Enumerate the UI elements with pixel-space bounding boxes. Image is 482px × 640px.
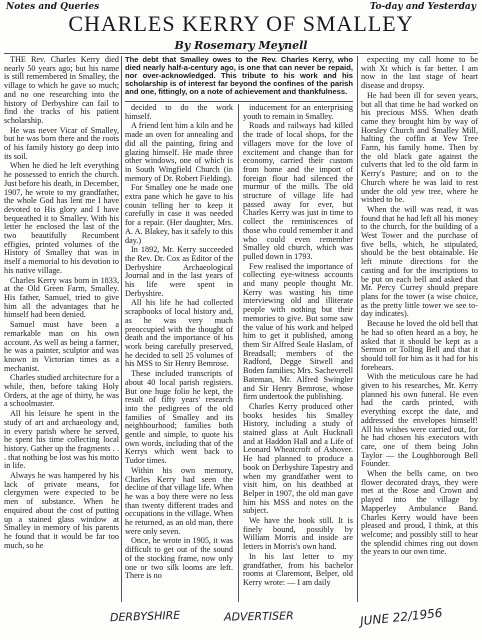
paragraph: Because he loved the old bell that he had so often heard as a boy, he asked that it should be kept as a Sermon or Tolling Bell and that it should toll for him as it had for his forebears. (361, 319, 478, 372)
paragraph: When the bells came, on two flower decorated drays, they were met at the Rose and Crown and played into the village by Mapperley Ambulance Band. Charles Kerry would have been pleased and proud, I think, at this welcome; and possibly still to hear the splendid chimes ring out down the years to our own time. (361, 469, 478, 557)
paragraph: Roads and railways had killed the trade of local shops, for the villagers move for the love of excitement and change than for economy, carried their custom from home and the import of foreign flour had silenced the murmur of the mills. The old structure of village life had passed away for ever, but Charles Kerry was just in time to collect the reminiscences of those who could remember it and who could even remember Smalley old church, which was pulled down in 1793. (243, 121, 353, 261)
paragraph: THE Rev. Charles Kerry died nearly 50 years ago; but his name is still remembered in Smalley, the village to which he gave so much; and no one researching into the history of Derbyshire can fail to find the tracks of his patient scholarship. (4, 56, 119, 125)
paragraph: All his leisure he spent in the study of art and archaeology and, in every parish where he served, he spent his time collecting local history. Gather up the fragments . . . that nothing be lost was his motto in life. (4, 409, 119, 471)
title-rule (4, 53, 478, 54)
paragraph: When the will was read, it was found that he had left all his money to the church, for the building of a West Tower and the purchase of five bells, which, he stipulated, should be the best obtainable. He left minute directions for the casting and for the inscriptions to be put on each bell and asked that Mr. Percy Currey should prepare plans for the tower (a wise choice, as the pretty little tower we see to-day indicates). (361, 204, 478, 319)
paragraph: Charles studied architecture for a while, then, before taking Holy Orders, at the age of thirty, he was a schoolmaster. (4, 373, 119, 409)
column-divider (357, 56, 358, 602)
source-date: JUNE 22/1956 (359, 605, 444, 629)
paragraph: Always he was hampered by his lack of private means, for clergymen were expected to be men of substance. When he enquired about the cost of putting up a stained glass window at Smalley in memory of his parents he found that it would be far too much, so he (4, 471, 119, 550)
intro-rule (125, 101, 353, 102)
paragraph: A friend lent him a kiln and he made an oven for annealing and did all the painting, firing and glazing himself. He made three other windows, one of which is in South Wingfield Church (in memory of Dr. Robert Fielding). (125, 121, 233, 183)
paragraph: expecting my call home to be with Xt which is far better. I am now in the last stage of heart disease and dropsy. (361, 56, 478, 91)
paragraph: In 1892, Mr. Kerry succeeded the Rev. Dr. Cox as Editor of the Derbyshire Archaeological Journal and in the last years of his life were spent in Derbyshire. (125, 245, 233, 298)
paragraph: inducement for an enterprising youth to remain in Smalley. (243, 104, 353, 121)
column-divider (238, 104, 239, 602)
article-column-1 (4, 56, 119, 602)
paragraph: For Smalley one he made one extra pane which he gave to his cousin telling her to keep it carefully in case it was needed for a repair. (Her daughter, Mrs. A. A. Blakey, has it safely to this day.) (125, 183, 233, 245)
article-column-3 (243, 104, 353, 602)
header-section-right: To-day and Yesterday (369, 2, 476, 12)
paragraph: When he died he left everything he possessed to enrich the church. Just before his death, in December, 1907, he wrote to my grandfather, the whole God has lent me I have devoted to His glory and I have bequeathed it to Smalley. With his letter he enclosed the last of the two beautifully Recumbent effigies, printed volumes of the History of Smalley that was in itself a memorial to his devotion to his native village. (4, 161, 119, 275)
paragraph: These included transcripts of about 40 local parish registers. But one huge folio he kept, the result of fifty years' research into the pedigrees of the old families of Smalley and its neighbourhood; families both gentle and simple, to quote his own words, including that of the Kerrys which went back to Tudor times. (125, 369, 233, 466)
source-paper-name: DERBYSHIRE (109, 608, 181, 625)
header-section-left: Notes and Queries (6, 2, 100, 12)
article-intro: The debt that Smalley owes to the Rev. Charles Kerry, who died nearly half-a-century ago, is one that can never be repaid, nor over-acknowledged. This tribute to his work and his scholarship is of interest far beyond the confines of the parish and one, fittingly, on a note of achievement and thankfulness. (125, 55, 353, 96)
paragraph: Charles Kerry was born in 1833, at the Old Green Farm, Smalley. His father, Samuel, tried to give him all the advantages that he himself had been denied. (4, 275, 119, 320)
paragraph: Charles Kerry produced other books besides his Smalley History, including a study of stained glass at Ault Hucknall and at Haddon Hall and a Life of Leonard Wheatcroft of Ashover. He had planned to produce a book on Derbyshire Tapestry and when my grandfather went to visit him, on his deathbed at Belper in 1907, the old man gave him his MSS and notes on the subject. (243, 401, 353, 516)
article-column-4 (361, 56, 478, 602)
article-column-2 (125, 104, 233, 602)
paragraph: He was never Vicar of Smalley, but he was born there and the roots of his family history go deep into its soil. (4, 125, 119, 161)
paragraph: All his life he had collected scrapbooks of local history and, as he was very much preoccupied with the thought of death and the importance of his work being carefully preserved, he decided to sell 25 volumes of his MSS to Sir Henry Bemrose. (125, 298, 233, 369)
paragraph: We have the book still. It is finely bound, possibly by William Morris and inside are letters in Morris's own hand. (243, 516, 353, 552)
article-title: CHARLES KERRY OF SMALLEY (68, 11, 414, 36)
paragraph: decided to do the work himself. (125, 104, 233, 121)
source-paper-name-2: ADVERTISER (223, 609, 294, 624)
paragraph: Once, he wrote in 1905, it was difficult to get out of the sound of the stocking frame, now only one or two silk looms are left. There is no (125, 536, 233, 581)
column-divider (121, 56, 122, 602)
paragraph: With the meticulous care he had given to his researches, Mr. Kerry planned his own funeral. He even had the cards printed, with everything except the date, and addressed the envelopes himself! All his wishes were carried out, for he had chosen his executors with care, one of them being John Taylor — the Loughborough Bell Founder. (361, 372, 478, 469)
paragraph: He had been ill for seven years, but all that time he had worked on his precious MSS. When death came they brought him by way of Horsley Church and Smalley Mill, halting the coffin at Yew Tree Farm, his family home. Then by the old black gate against the culverts that led to the old farm in Kerry's Pasture; and on to the Church where he was laid to rest under the old yew tree, where he wished to be. (361, 90, 478, 205)
handwritten-source-note (0, 604, 482, 634)
paragraph: Within his own memory, Charles Kerry had seen the decline of that village life. When he was a boy there were no less than twenty different trades and occupations in the village. When he returned, as an old man, there were only seven. (125, 465, 233, 536)
paragraph: Samuel must have been a remarkable man on his own account. As well as being a farmer, he was a painter, sculptor and was known in Victorian times as a mechanist. (4, 320, 119, 373)
article-byline: By Rosemary Meynell (174, 39, 308, 52)
paragraph: In his last letter to my grandfather, from his bachelor rooms at Claremont, Belper, old Kerry wrote: — I am daily (243, 551, 353, 587)
paragraph: Few realised the importance of collecting eye-witness accounts and many people thought Mr. Kerry was wasting his time interviewing old and illiterate people with nothing but their memories to give. But some saw the value of his work and helped him to get it published, among them Sir Alfred Seale Haslam, of Breadsall; members of the Radford, Degge Sitwell and Boden families; Mrs. Sacheverell Bateman, Mr. Alfred Swingler and Sir Henry Bemrose, whose firm undertook the publishing. (243, 261, 353, 402)
